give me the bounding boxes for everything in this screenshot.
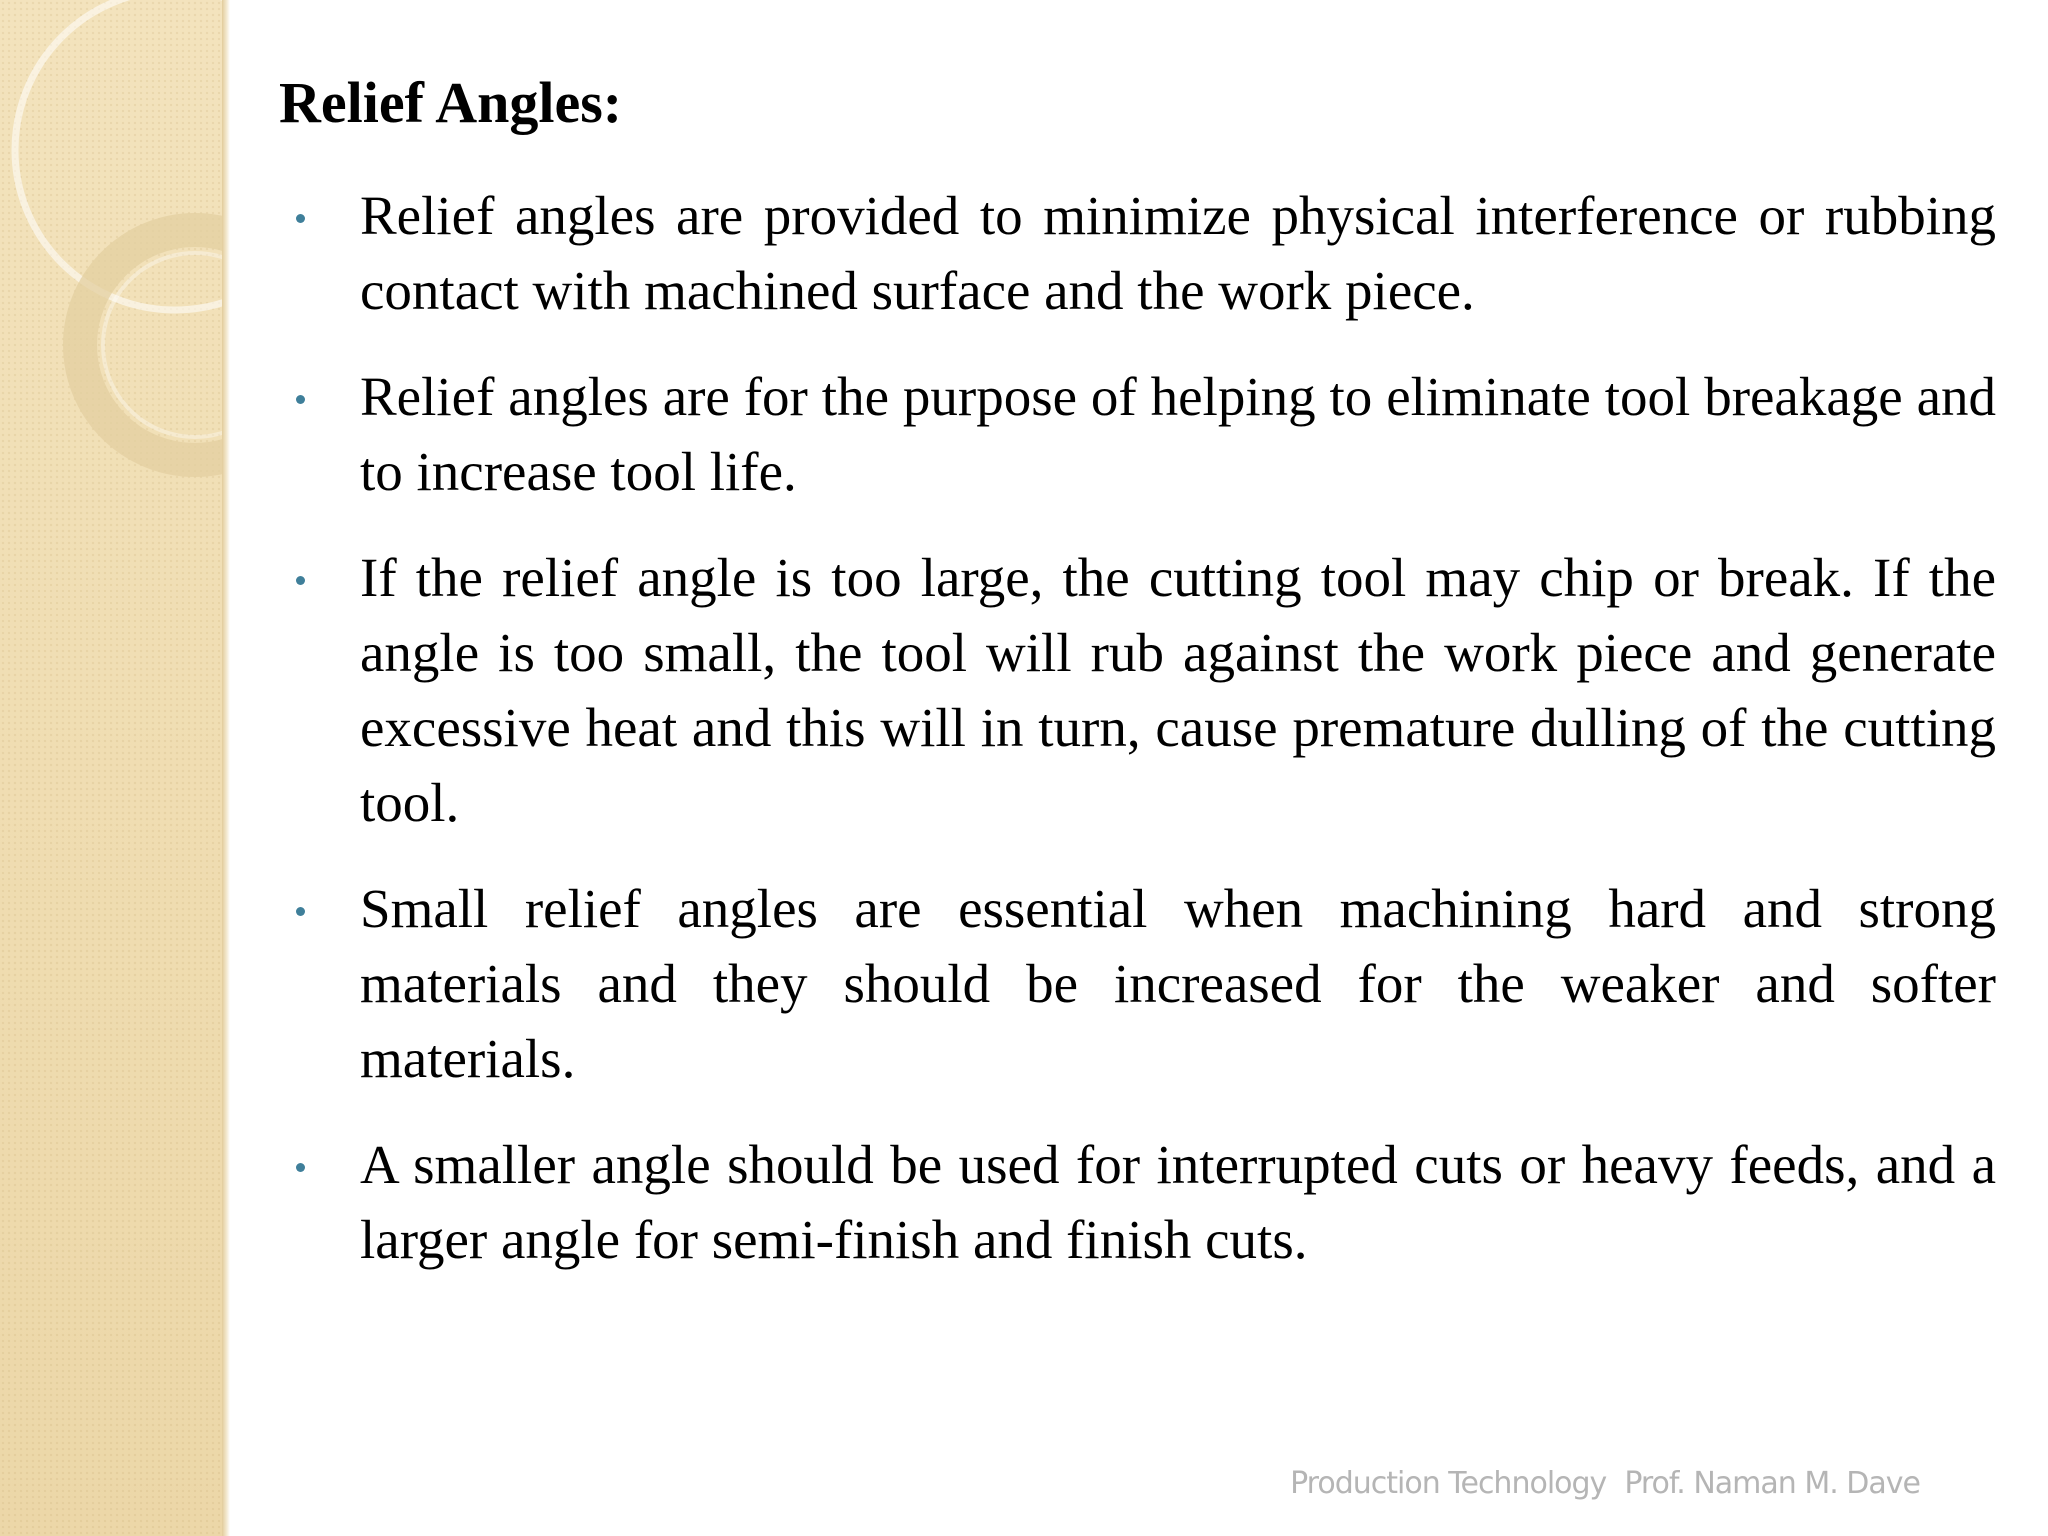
bullet-dot-icon <box>296 1163 305 1172</box>
bullet-dot-icon <box>296 907 305 916</box>
slide-title: Relief Angles: <box>279 70 623 135</box>
bullet-item <box>280 871 1996 1096</box>
bullet-text: Relief angles are for the purpose of helping to eliminate tool breakage and to increase tool life. <box>360 366 1996 502</box>
bullet-text: If the relief angle is too large, the cutting tool may chip or break. If the angle is too small, the tool will rub against the work piece and generate excessive heat and this will in turn, cause premature dulling of the cutting tool. <box>360 547 1996 833</box>
side-panel-edge <box>222 0 230 1536</box>
footer-course: Production Technology <box>1290 1466 1607 1501</box>
bullet-text: A smaller angle should be used for interrupted cuts or heavy feeds, and a larger angle for semi-finish and finish cuts. <box>360 1134 1996 1270</box>
bullet-text: Relief angles are provided to minimize physical interference or rubbing contact with machined surface and the work piece. <box>360 185 1996 321</box>
slide-footer <box>1290 1466 1920 1501</box>
bullet-dot-icon <box>296 576 305 585</box>
footer-author: Prof. Naman M. Dave <box>1624 1466 1920 1501</box>
bullet-item <box>280 359 1996 509</box>
decorative-circles-graphic <box>0 0 228 1536</box>
bullet-list <box>280 178 1996 1308</box>
bullet-item <box>280 178 1996 328</box>
bullet-dot-icon <box>296 395 305 404</box>
bullet-item <box>280 1127 1996 1277</box>
bullet-item <box>280 540 1996 840</box>
bullet-dot-icon <box>296 214 305 223</box>
side-decor-panel <box>0 0 228 1536</box>
bullet-text: Small relief angles are essential when machining hard and strong materials and they should be increased for the weaker and softer materials. <box>360 878 1996 1089</box>
